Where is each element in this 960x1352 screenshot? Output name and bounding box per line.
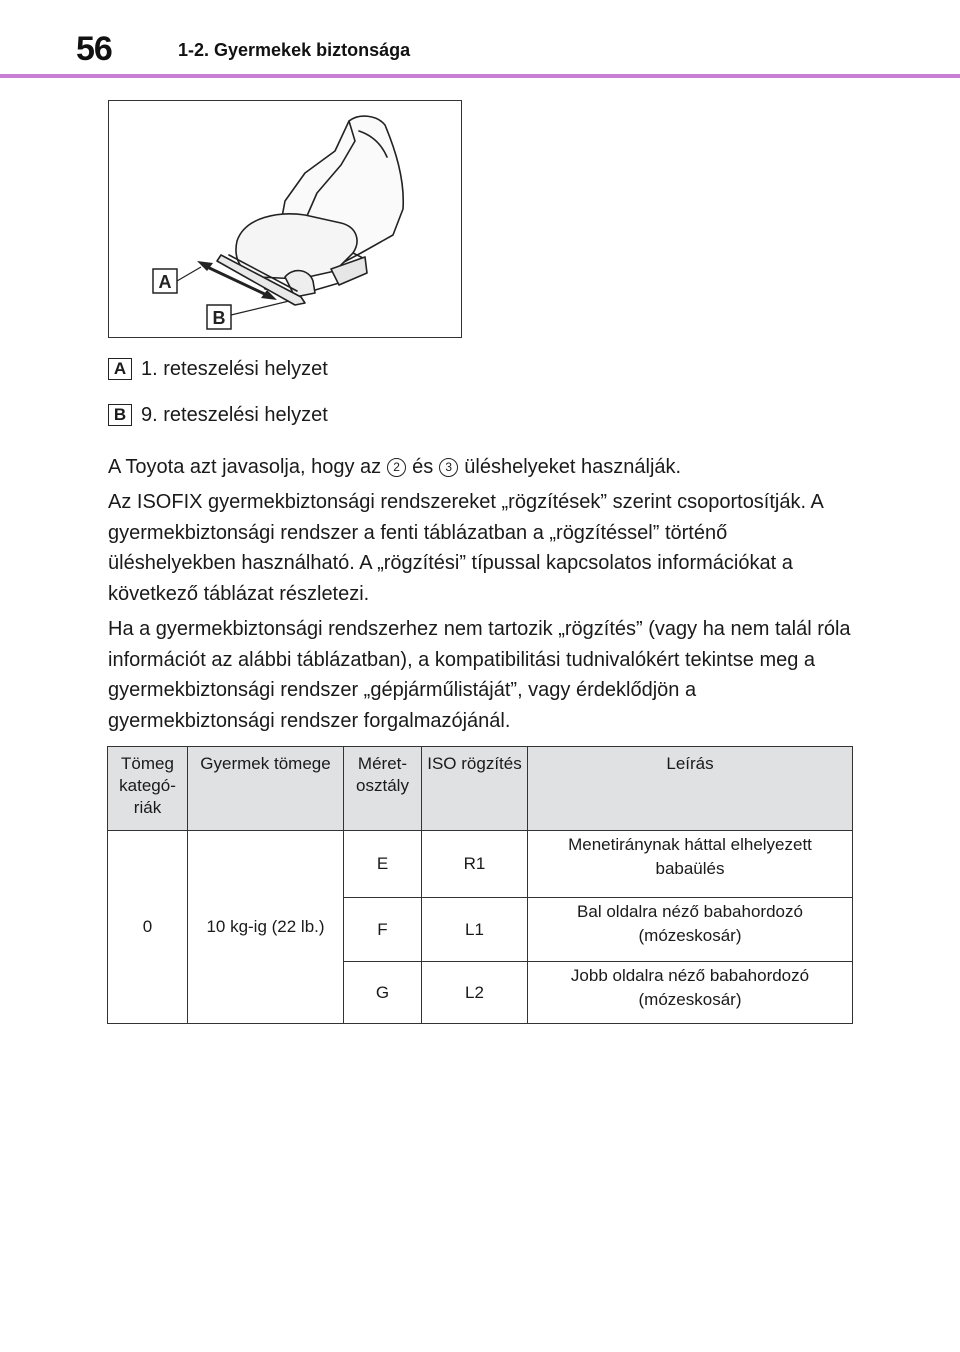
header-size-class: Méretosztály [344,747,422,831]
header-description: Leírás [528,747,853,831]
section-title: 1-2. Gyermekek biztonsága [178,40,411,60]
table-header-row [108,747,853,831]
size-class-cell: F [344,898,422,962]
figure-label-b: B [212,308,226,328]
recommendation-conjunction: és [412,456,434,478]
recommendation-paragraph [108,452,852,483]
header-weight-category: Tömeg kategóriák [108,747,188,831]
seat-illustration [109,101,463,339]
figure-label-a: A [158,272,172,292]
page-header [0,0,960,78]
iso-fixture-cell: L2 [422,962,528,1024]
legend-badge-b: B [108,404,132,426]
description-cell: Jobb oldalra néző babahordozó (mózeskosár) [528,962,853,1024]
table-row [108,831,853,898]
recommendation-text-start: A Toyota azt javasolja, hogy az [108,456,382,478]
weight-group-cell: 0 [108,831,188,1024]
page-number: 56 [76,30,112,68]
legend-item-b [108,402,328,428]
compatibility-paragraph: Ha a gyermekbiztonsági rendszerhez nem tartozik „rögzítés” (vagy ha nem talál róla információt az alábbi táblázatban), a kompatibilitási tudnivalókért tekintse meg a gyermekbiztonsági rendszer „gépjárműlistáját”, vagy érdeklődjön a gyermekbiztonsági rendszer forgalmazójánál. [108,618,851,732]
header-rule [0,74,960,78]
iso-fixture-cell: R1 [422,831,528,898]
iso-fixture-cell: L1 [422,898,528,962]
header-iso-fixture: ISO rögzítés [422,747,528,831]
description-cell: Menetiránynak háttal elhelyezett babaülés [528,831,853,898]
legend-text-b: 9. reteszelési helyzet [141,403,328,426]
legend-badge-a: A [108,358,132,380]
recommendation-text-end: üléshelyeket használják. [464,456,682,478]
size-class-cell: G [344,962,422,1024]
header-child-weight: Gyermek tömege [188,747,344,831]
seat-slide-figure [108,100,462,338]
seat-number-3-badge: 3 [439,458,458,477]
size-class-cell: E [344,831,422,898]
legend-text-a: 1. reteszelési helyzet [141,357,328,380]
description-cell: Bal oldalra néző babahordozó (mózeskosár) [528,898,853,962]
legend-item-a [108,356,328,382]
seat-number-2-badge: 2 [387,458,406,477]
isofix-fixture-table [107,746,853,1024]
isofix-paragraph: Az ISOFIX gyermekbiztonsági rendszereket „rögzítések” szerint csoportosítják. A gyermekbiztonsági rendszer a fenti táblázatban a „rögzítéssel” történő üléshelyekben használható. A „rögzítési” típussal kapcsolatos információkat a következő táblázat részletezi. [108,491,823,605]
child-weight-cell: 10 kg-ig (22 lb.) [188,831,344,1024]
